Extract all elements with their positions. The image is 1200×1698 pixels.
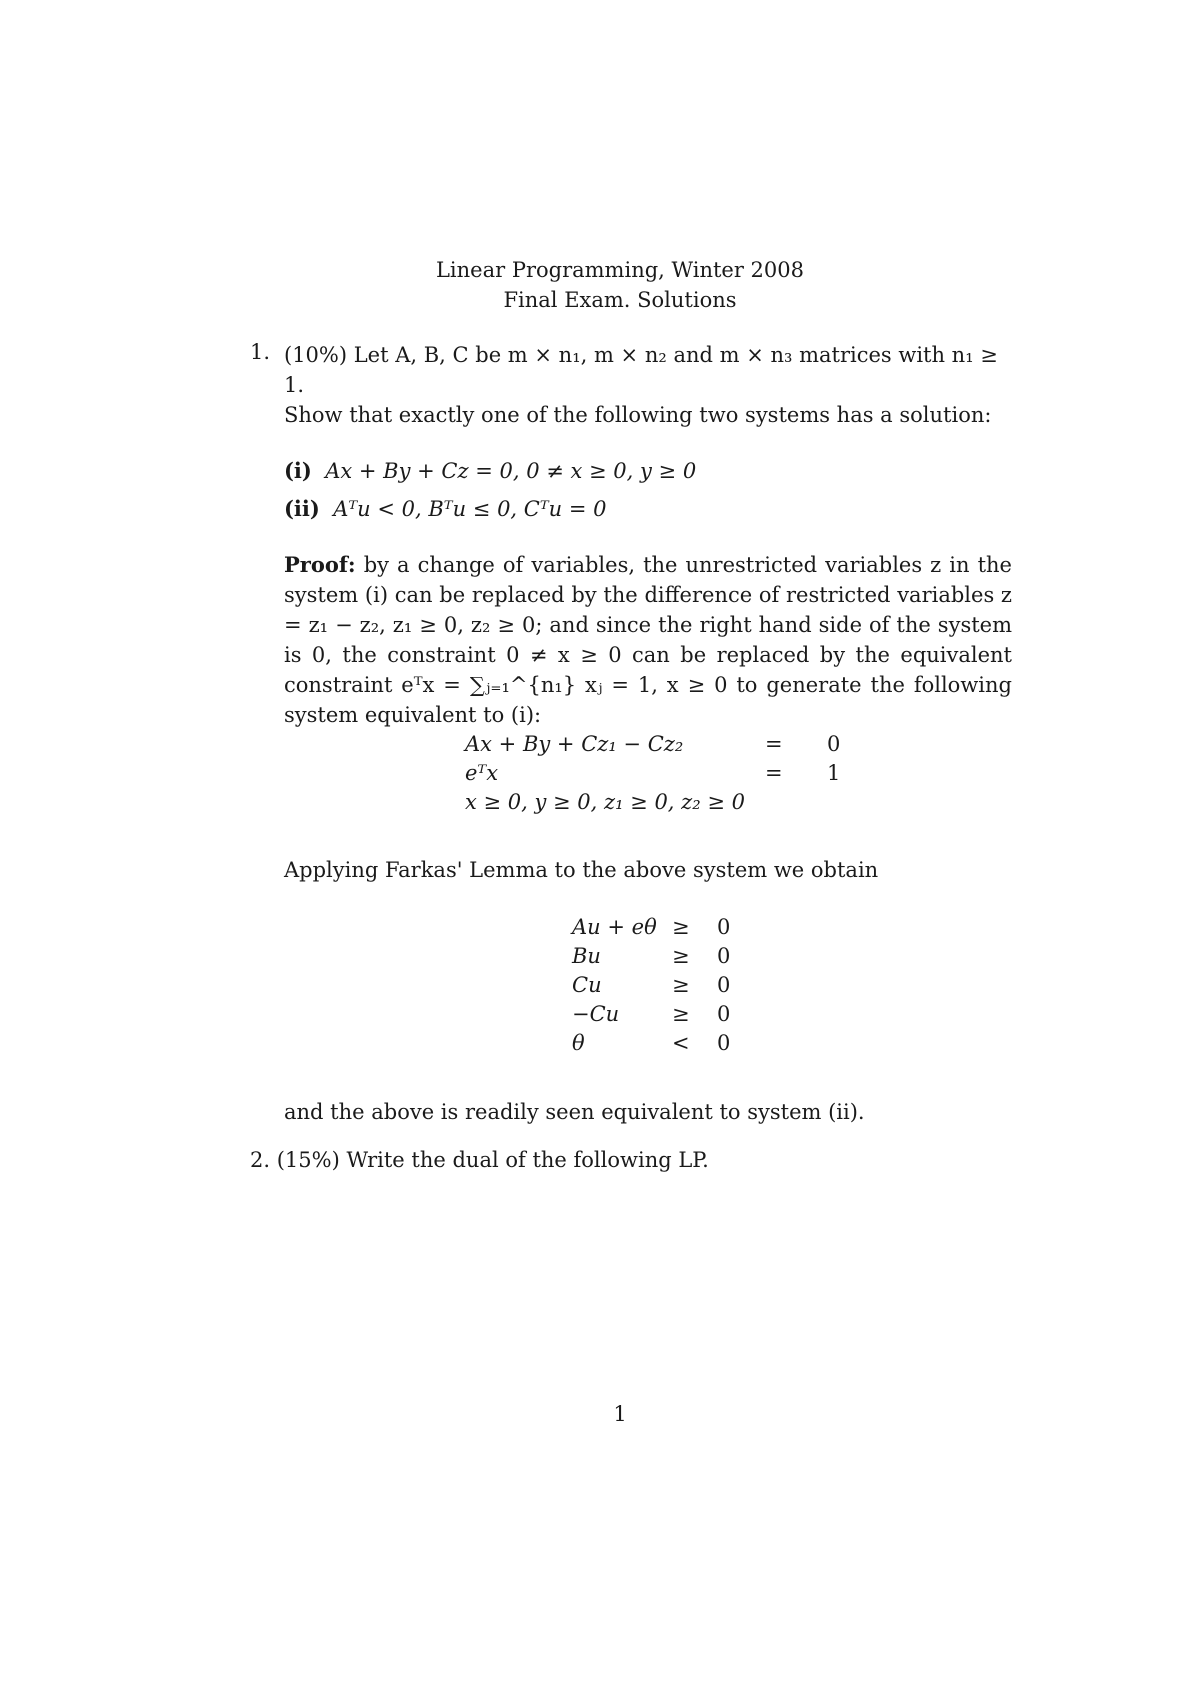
system-ii-formula: Aᵀu < 0, Bᵀu ≤ 0, Cᵀu = 0	[333, 497, 607, 521]
inequality-operator: <	[672, 1031, 690, 1055]
question-2-statement: (15%) Write the dual of the following LP.	[276, 1148, 709, 1172]
equivalent-system	[465, 730, 840, 817]
question-1-number: 1.	[250, 340, 271, 364]
farkas-sentence: Applying Farkas' Lemma to the above system we obtain	[284, 858, 879, 882]
question-2-number: 2.	[250, 1148, 271, 1172]
inequality-operator: ≥	[672, 915, 690, 939]
inequality-lhs: −Cu	[572, 1002, 620, 1026]
conclusion-sentence: and the above is readily seen equivalent to system (ii).	[284, 1100, 865, 1124]
equation-lhs: eᵀx	[465, 761, 499, 785]
title-course: Linear Programming, Winter 2008	[435, 258, 804, 282]
inequality-row	[572, 971, 730, 1000]
question-1-line2: Show that exactly one of the following two systems has a solution:	[284, 403, 992, 427]
farkas-system	[572, 913, 730, 1058]
equation-operator: =	[765, 732, 783, 756]
document-title	[0, 255, 1200, 315]
question-2	[250, 1145, 709, 1175]
equation-row	[465, 759, 840, 788]
systems-list	[284, 452, 1012, 528]
equation-rhs: 1	[827, 761, 841, 785]
inequality-row	[572, 1000, 730, 1029]
inequality-operator: ≥	[672, 973, 690, 997]
inequality-lhs: Cu	[572, 973, 602, 997]
inequality-row	[572, 1029, 730, 1058]
inequality-lhs: θ	[572, 1031, 585, 1055]
inequality-row	[572, 942, 730, 971]
equation-operator: =	[765, 761, 783, 785]
equation-lhs: x ≥ 0, y ≥ 0, z₁ ≥ 0, z₂ ≥ 0	[465, 790, 745, 814]
inequality-row	[572, 913, 730, 942]
page-number: 1	[613, 1402, 627, 1426]
inequality-operator: ≥	[672, 944, 690, 968]
system-ii	[284, 490, 1012, 528]
proof-paragraph	[284, 550, 1012, 730]
proof-label: Proof:	[284, 552, 356, 577]
inequality-rhs: 0	[717, 944, 731, 968]
equation-operator	[765, 788, 827, 817]
inequality-lhs: Au + eθ	[572, 915, 657, 939]
system-i-label: (i)	[284, 458, 312, 483]
inequality-lhs: Bu	[572, 944, 601, 968]
system-i	[284, 452, 1012, 490]
equation-row	[465, 788, 840, 817]
inequality-operator: ≥	[672, 1002, 690, 1026]
equation-lhs: Ax + By + Cz₁ − Cz₂	[465, 732, 684, 756]
inequality-rhs: 0	[717, 915, 731, 939]
equation-rhs: 0	[827, 732, 841, 756]
question-1	[252, 340, 1012, 730]
inequality-rhs: 0	[717, 1002, 731, 1026]
question-1-line1: (10%) Let A, B, C be m × n₁, m × n₂ and m × n₃ matrices with n₁ ≥ 1.	[284, 343, 998, 397]
question-1-statement	[284, 340, 1012, 430]
equation-rhs	[827, 788, 840, 817]
title-exam: Final Exam. Solutions	[503, 288, 737, 312]
inequality-rhs: 0	[717, 973, 731, 997]
proof-text: by a change of variables, the unrestricted variables z in the system (i) can be replaced by the difference of restricted variables z = z₁ − z₂, z₁ ≥ 0, z₂ ≥ 0; and since the right hand side of the system is 0, the constraint 0 ≠ x ≥ 0 can be replaced by the equivalent constraint eᵀx = ∑ⱼ₌₁^{n₁} xⱼ = 1, x ≥ 0 to generate the following system equivalent to (i):	[284, 553, 1012, 727]
system-i-formula: Ax + By + Cz = 0, 0 ≠ x ≥ 0, y ≥ 0	[325, 459, 697, 483]
system-ii-label: (ii)	[284, 496, 320, 521]
equation-row	[465, 730, 840, 759]
inequality-rhs: 0	[717, 1031, 731, 1055]
